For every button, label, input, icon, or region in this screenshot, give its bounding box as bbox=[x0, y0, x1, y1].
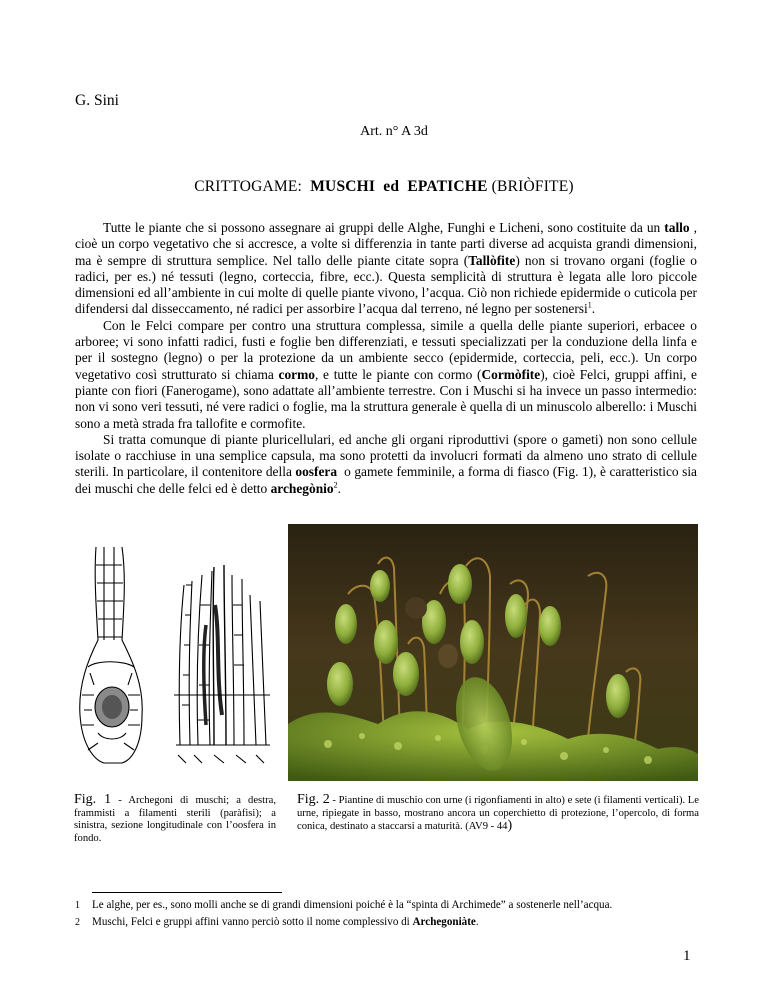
body-text bbox=[75, 220, 701, 497]
term-tallo: tallo bbox=[664, 220, 690, 235]
p1-text-1: Tutte le piante che si possono assegnare ai gruppi delle Alghe, Funghi e Licheni, sono costituite da un bbox=[103, 220, 665, 235]
figure-2-caption-text: - Piantine di muschio con urne (i rigonfiamenti in alto) e sete (i filamenti verticali). Le urne, ripiegate in basso, mostrano ancora un coperchietto di protezione, l’opercolo, di forma conica, destinato a staccarsi a maturità. (AV9 - 44 bbox=[297, 795, 699, 832]
title-suffix: (BRIÒFITE) bbox=[487, 178, 574, 195]
paragraph-1 bbox=[75, 220, 697, 318]
footnote-2 bbox=[75, 914, 715, 931]
moss-photo-illustration bbox=[288, 524, 698, 781]
p2-text-1: Con le Felci compare per contro una struttura complessa, simile a quella delle piante superiori, erbacee o arboree; vi sono infatti radici, fusti e foglie ben differenziati, e tessuti specializzati per la conduzione della linfa e per il sostegno (legno) o per la protezione da un ambiente secco (epidermide, corteccia, peli, ecc.). Un corpo vegetativo così strutturato si chiama bbox=[75, 317, 697, 382]
term-archegoniate: Archegoniàte bbox=[412, 916, 476, 928]
p1-text-4: . bbox=[591, 301, 596, 317]
p2-text-3: ), cioè Felci, gruppi affini, e piante con fiori (Fanerogame), sono adattate all’ambiente terrestre. Con i Muschi si ha invece un passo intermedio: non vi sono veri tessuti, né vere radici o foglie, ma la struttura generale è quella di un minuscolo alberello: i Muschi sono a metà strada fra tallofite e cormofite. bbox=[75, 366, 698, 431]
footnote-2-end: . bbox=[475, 916, 479, 928]
footnote-1 bbox=[75, 897, 715, 914]
footnote-ref-2[interactable]: 2 bbox=[333, 480, 338, 490]
term-cormofite: Cormòfite bbox=[481, 366, 541, 382]
footnote-1-text: Le alghe, per es., sono molli anche se di grandi dimensioni poiché è la “spinta di Archimede” a sostenerle nell’acqua. bbox=[92, 899, 613, 911]
title-prefix: CRITTOGAME: bbox=[194, 178, 311, 195]
p3-text-3: . bbox=[337, 480, 341, 496]
archegonia-paraphyses bbox=[174, 565, 270, 763]
footnote-1-number: 1 bbox=[75, 900, 80, 911]
figure-1-drawing bbox=[74, 545, 274, 765]
footnote-2-text: Muschi, Felci e gruppi affini vanno perciò sotto il nome complessivo di bbox=[92, 916, 413, 928]
page-number: 1 bbox=[683, 948, 691, 964]
p3-text-2: o gamete femminile, a forma di fiasco (Fig. 1), è caratteristico sia dei muschi che delle felci ed è detto bbox=[75, 464, 701, 496]
p3-text-1: Si tratta comunque di piante pluricellulari, ed anche gli organi riproduttivi (spore o gameti) non sono cellule isolate o racchiuse in una semplice capsula, ma sono protetti da involucri formati da almeno uno strato di cellule sterili. In particolare, il contenitore della bbox=[75, 431, 697, 480]
term-oosfera: oosfera bbox=[295, 464, 338, 480]
term-tallofite: Tallòfite bbox=[468, 252, 516, 268]
figure-2-caption bbox=[297, 794, 699, 834]
figure-2-label: Fig. 2 bbox=[297, 792, 330, 807]
article-number: Art. n° A 3d bbox=[360, 124, 428, 139]
term-cormo: cormo bbox=[278, 366, 315, 382]
term-archegonio: archegònio bbox=[270, 480, 334, 496]
footnote-2-number: 2 bbox=[75, 917, 80, 928]
title-bold: MUSCHI ed EPATICHE bbox=[310, 178, 488, 195]
figure-2-photo bbox=[288, 524, 698, 781]
p1-text-3: ) non si trovano organi (foglie o radici, per es.) né tessuti (legno, corteccia, fibre, ecc.). Questa semplicità di struttura è legata alle loro piccole dimensioni ed all’ambiente in cui molte di quelle piante vivono, l’acqua. Ciò non richiede epidermide o cuticola per difendersi dal disseccamento, né radici per assorbire l’acqua dal terreno, né legno per sostenersi bbox=[75, 252, 697, 317]
footnotes bbox=[75, 897, 715, 931]
document-title bbox=[0, 178, 768, 196]
figure-1-caption-text: - Archegoni di muschi; a destra, frammisti a filamenti sterili (paràfisi); a sinistra, sezione longitudinale con l’oosfera in fondo. bbox=[74, 795, 276, 844]
author-name: G. Sini bbox=[75, 92, 119, 109]
p2-text-2: , e tutte le piante con cormo ( bbox=[314, 366, 482, 382]
paragraph-3 bbox=[75, 431, 701, 497]
paragraph-2 bbox=[75, 318, 697, 432]
footnote-separator bbox=[92, 892, 282, 893]
footnote-ref-1[interactable]: 1 bbox=[587, 301, 592, 311]
figure-1-label: Fig. 1 bbox=[74, 792, 112, 807]
archegonium-section bbox=[80, 547, 142, 763]
p1-text-2: , cioè un corpo vegetativo che si accresce, a volte si differenzia in tante parti diverse ad acquista grandi dimensioni, ma è sempre di struttura semplice. Nel tallo delle piante citate sopra ( bbox=[75, 220, 698, 268]
figure-1-caption bbox=[74, 794, 276, 845]
figure-2-caption-close: ) bbox=[507, 818, 513, 833]
